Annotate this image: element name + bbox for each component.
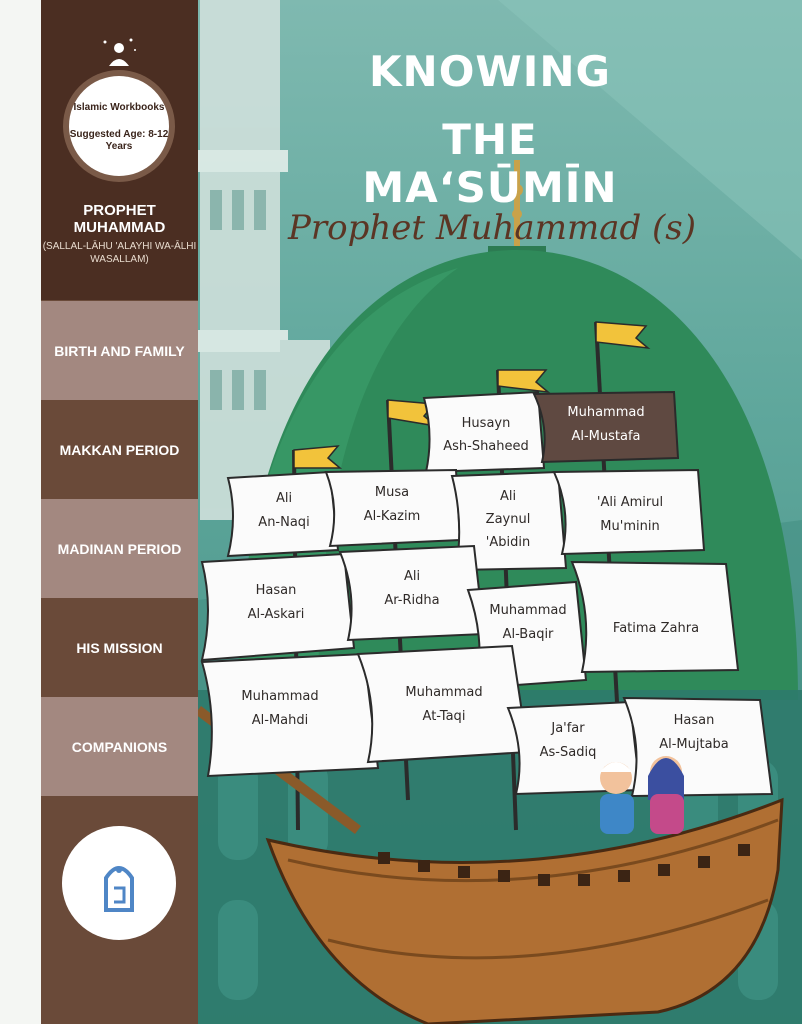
sail-hasan-mujtaba <box>624 698 772 796</box>
publisher-logo <box>62 826 176 940</box>
sail-fatima-zahra <box>572 562 738 672</box>
sail-label: Ali <box>275 491 293 506</box>
ship-illustration <box>198 300 802 1024</box>
badge-age-label: Suggested Age: 8-12 Years <box>69 129 169 152</box>
sidebar-prophet-subtitle: (SALLAL-LĀHU 'ALAYHI WA-ĀLHI WASALLAM) <box>42 241 197 265</box>
sail-label: Ja'far <box>551 721 585 736</box>
ship-hull <box>268 800 782 1024</box>
sidebar-item-his-mission: HIS MISSION <box>41 598 198 697</box>
sail-label: Ar-Ridha <box>384 593 440 608</box>
sail-label: 'Abidin <box>485 535 531 550</box>
sail-muhammad-mahdi <box>202 654 378 776</box>
sail-label: Zaynul <box>485 512 531 527</box>
cover-title-line2: THE MA‘SŪMĪN <box>362 115 618 212</box>
sail-label: Al-Mahdi <box>251 713 309 728</box>
sail-label: Al-Mujtaba <box>659 737 729 752</box>
cover-subtitle: Prophet Muhammad (s) <box>287 208 697 248</box>
sidebar <box>41 0 198 1024</box>
sail-label: Al-Baqir <box>502 627 554 642</box>
sail-husayn <box>424 392 544 472</box>
sidebar-item-birth-and-family: BIRTH AND FAMILY <box>41 301 198 400</box>
badge-series-label: Islamic Workbooks <box>73 102 165 113</box>
sail-label: Al-Askari <box>247 607 305 622</box>
sail-hasan-askari <box>202 554 354 660</box>
sail-label: Ali <box>403 569 421 584</box>
sail-label: Fatima Zahra <box>612 621 700 636</box>
publisher-logo-icon <box>62 826 176 940</box>
sail-muhammad-mustafa <box>534 392 678 462</box>
sail-label: Husayn <box>461 416 511 431</box>
sail-label: Muhammad <box>405 685 483 700</box>
sail-label: Musa <box>374 485 410 500</box>
sail-label: As-Sadiq <box>539 745 597 760</box>
sail-label: Mu'minin <box>600 519 660 534</box>
sail-musa-kazim <box>326 470 460 546</box>
sail-label: Ali <box>499 489 517 504</box>
sidebar-item-makkan-period: MAKKAN PERIOD <box>41 400 198 499</box>
sail-ali-amirul-muminin <box>554 470 704 554</box>
sidebar-prophet-title: PROPHET MUHAMMAD <box>73 202 166 236</box>
sail-label: Muhammad <box>241 689 319 704</box>
sail-label: 'Ali Amirul <box>596 495 664 510</box>
sidebar-item-madinan-period: MADINAN PERIOD <box>41 499 198 598</box>
sail-ali-ridha <box>340 546 484 640</box>
sail-label: Al-Kazim <box>363 509 421 524</box>
sail-label: An-Naqi <box>258 515 310 530</box>
sail-label: Hasan <box>673 713 715 728</box>
sail-ali-naqi <box>228 472 338 556</box>
sidebar-item-companions: COMPANIONS <box>41 697 198 796</box>
sail-label: At-Taqi <box>422 709 466 724</box>
sail-label: Hasan <box>255 583 297 598</box>
sail-label: Al-Mustafa <box>571 429 641 444</box>
sail-label: Muhammad <box>567 405 645 420</box>
sail-muhammad-taqi <box>358 646 528 762</box>
cover-title-line1: KNOWING <box>369 47 611 96</box>
age-badge <box>63 70 175 182</box>
sail-label: Muhammad <box>489 603 567 618</box>
sail-label: Ash-Shaheed <box>443 439 529 454</box>
